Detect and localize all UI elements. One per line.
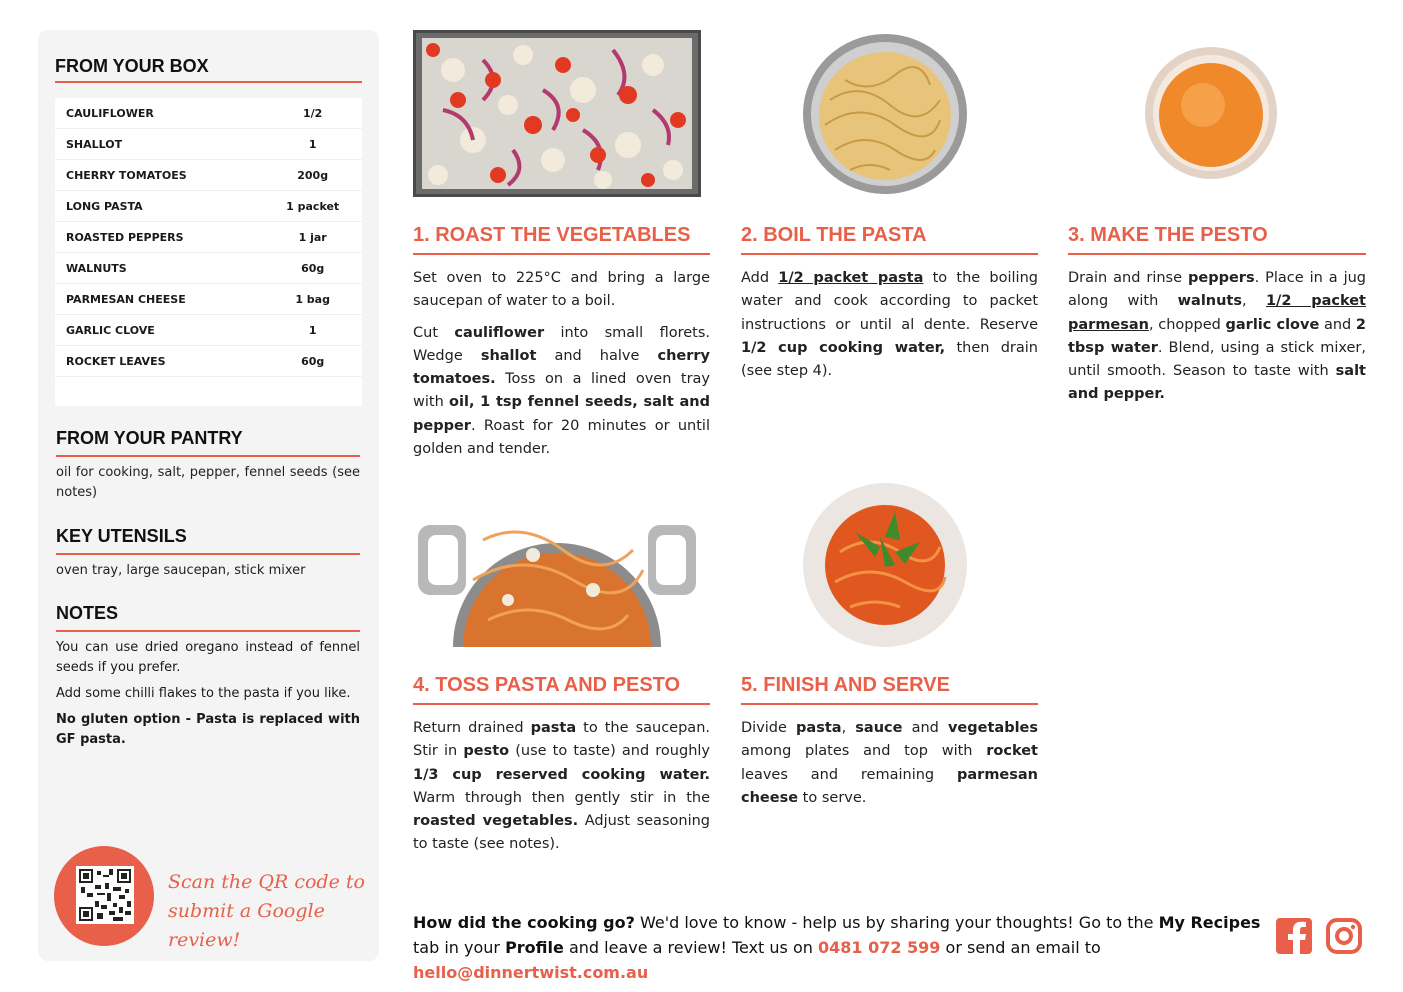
pantry-title: FROM YOUR PANTRY [56,428,243,448]
step-4-underline [413,703,710,705]
roasting-tray-photo [413,30,701,197]
ingredient-row [55,346,362,377]
step-2-text [741,267,1038,391]
ingredient-name: WALNUTS [66,261,127,275]
step-4-text [413,717,710,865]
ingredient-name: LONG PASTA [66,199,143,213]
ingredient-name: PARMESAN CHEESE [66,292,186,306]
ingredient-row [55,129,362,160]
ingredient-name: SHALLOT [66,137,123,151]
note-item: You can use dried oregano instead of fennel seeds if you prefer. [56,640,360,675]
pantry-underline [56,455,360,457]
qr-caption-line: submit a Google review! [168,900,325,951]
step-4-paragraph: Return drained pasta to the saucepan. Stir in pesto (use to taste) and roughly 1/3 cup reserved cooking water. Warm through then gently stir in the roasted vegetables. Adjust seasoning to taste (see notes). [413,720,710,853]
ingredient-qty: 1 bag [295,292,330,306]
pesto-jug-photo [1143,45,1279,181]
note-item: Add some chilli flakes to the pasta if you like. [56,686,351,701]
saucepan-photo [413,480,701,647]
step-1-underline [413,253,710,255]
step-3-paragraph: Drain and rinse peppers. Place in a jug along with walnuts, 1/2 packet parmesan, chopped garlic clove and 2 tbsp water. Blend, using a stick mixer, until smooth. Season to taste with salt and pepper. [1068,270,1367,403]
footer-text: We'd love to know - help us by sharing your thoughts! Go to the [634,913,1159,932]
facebook-icon[interactable] [1276,918,1312,954]
step-2-paragraph: Add 1/2 packet pasta to the boiling water and cook according to packet instructions or until al dente. Reserve 1/2 cup cooking water, then drain (see step 4). [741,270,1038,380]
utensils-text: oven tray, large saucepan, stick mixer [56,563,306,578]
footer-text: and leave a review! Text us on [563,938,818,957]
my-recipes-label: My Recipes [1158,913,1261,932]
step-2-underline [741,253,1038,255]
step-3-underline [1068,253,1366,255]
step-2-title: 2. BOIL THE PASTA [741,224,927,246]
utensils-underline [56,553,360,555]
step-5-title: 5. FINISH AND SERVE [741,674,950,696]
ingredient-qty: 1/2 [303,106,323,120]
notes-underline [56,630,360,632]
ingredient-row [55,284,362,315]
footer-question: How did the cooking go? [413,913,635,932]
qr-code-icon[interactable] [76,866,134,924]
step-5-underline [741,703,1038,705]
ingredient-row [55,98,362,129]
notes-title: NOTES [56,603,119,623]
step-4-title: 4. TOSS PASTA AND PESTO [413,674,681,696]
phone-link[interactable]: 0481 072 599 [817,938,941,957]
ingredient-row [55,315,362,346]
ingredient-name: CAULIFLOWER [66,106,154,120]
ingredient-qty: 60g [301,354,325,368]
pasta-colander-photo [800,30,970,197]
pantry-section [56,428,360,503]
ingredient-name: CHERRY TOMATOES [66,168,187,182]
utensils-title: KEY UTENSILS [56,526,187,546]
sidebar [38,30,379,961]
ingredient-name: GARLIC CLOVE [66,323,155,337]
gluten-note: No gluten option - Pasta is replaced with GF pasta. [56,712,360,747]
ingredient-qty: 1 [308,323,317,337]
email-link[interactable]: hello@dinnertwist.com.au [413,963,649,982]
box-title-underline [55,81,362,83]
footer-text: tab in your [413,938,506,957]
instagram-icon[interactable] [1326,918,1362,954]
ingredient-name: ROCKET LEAVES [66,354,166,368]
step-3-text [1068,267,1366,415]
ingredient-row [55,191,362,222]
ingredient-qty: 200g [297,168,329,182]
step-3-title: 3. MAKE THE PESTO [1068,224,1268,246]
step-1-text [413,267,710,469]
ingredient-qty: 1 jar [298,230,327,244]
pantry-text: oil for cooking, salt, pepper, fennel seeds (see notes) [56,465,360,500]
ingredients-table [55,98,362,406]
step-1-paragraph: Set oven to 225°C and bring a large saucepan of water to a boil. [413,270,710,310]
utensils-section [56,526,360,581]
step-5-paragraph: Divide pasta, sauce and vegetables among plates and top with rocket leaves and remaining parmesan cheese to serve. [741,720,1039,806]
ingredient-row [55,222,362,253]
ingredient-row [55,253,362,284]
ingredient-qty: 60g [301,261,325,275]
box-title: FROM YOUR BOX [55,56,209,76]
qr-caption-line: Scan the QR code to [168,871,365,893]
footer-text: or send an email to [940,938,1101,957]
step-5-text [741,717,1038,818]
ingredient-qty: 1 [308,137,317,151]
ingredient-qty: 1 packet [286,199,340,213]
ingredient-row [55,160,362,191]
step-1-paragraph: Cut cauliflower into small florets. Wedge shallot and halve cherry tomatoes. Toss on a lined oven tray with oil, 1 tsp fennel seeds, salt and pepper. Roast for 20 minutes or until golden and tender. [413,324,710,458]
qr-caption [168,868,368,955]
qr-code-badge[interactable] [54,846,154,946]
step-1-title: 1. ROAST THE VEGETABLES [413,224,691,246]
notes-section [56,603,360,750]
plated-pasta-photo [800,482,970,648]
ingredient-name: ROASTED PEPPERS [66,230,184,244]
feedback-footer [413,910,1263,985]
profile-label: Profile [505,938,564,957]
